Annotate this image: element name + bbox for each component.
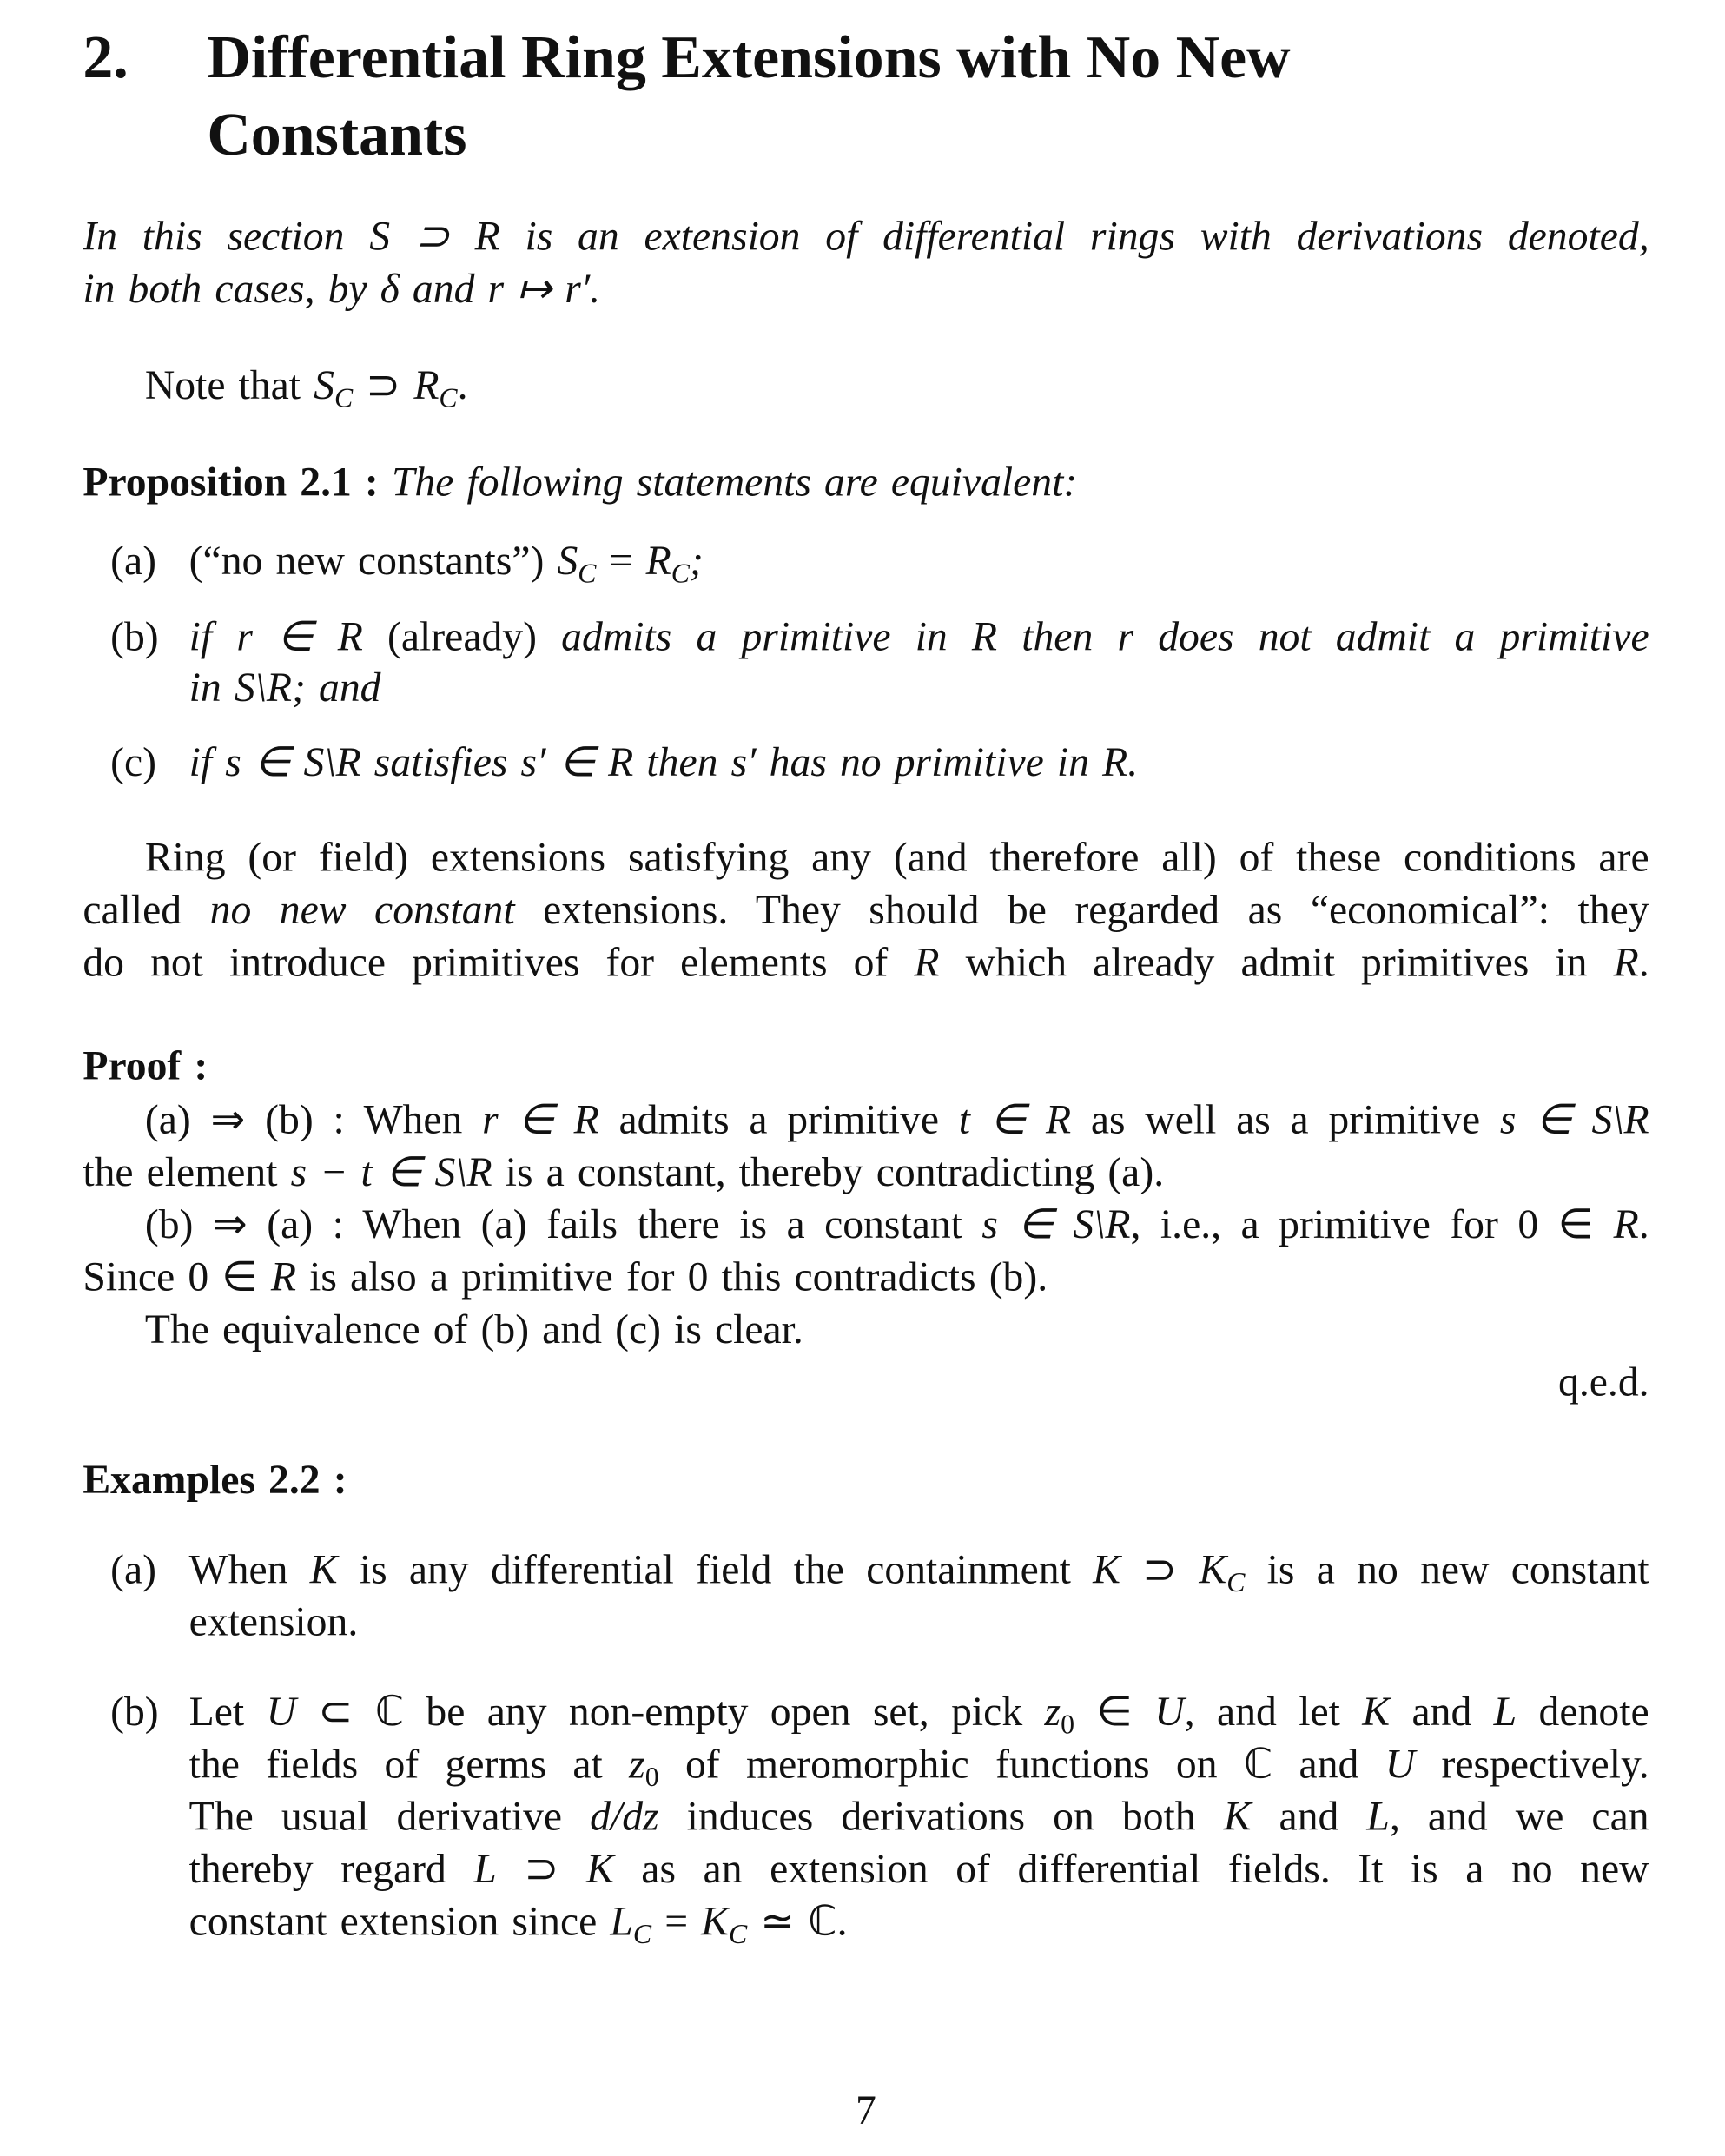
- text-segment: The following statements are equivalent:: [391, 460, 1078, 506]
- text-segment: of meromorphic functions on ℂ and: [658, 1742, 1385, 1788]
- text-segment: r: [1117, 614, 1134, 660]
- text-segment: is any differential field the containment: [337, 1547, 1094, 1593]
- text-segment: (a) ⇒ (b) : When: [144, 1097, 483, 1143]
- proposition-item-a: [189, 535, 1649, 600]
- text-segment: if: [188, 739, 226, 786]
- text-segment: do not introduce primitives for elements of: [83, 939, 915, 986]
- text-segment: C: [632, 1920, 652, 1950]
- text-segment: =: [596, 538, 646, 585]
- text-segment: S: [557, 538, 578, 585]
- remark-line: [83, 937, 1649, 989]
- text-segment: Let: [188, 1689, 267, 1736]
- text-segment: r ∈ R: [236, 614, 363, 660]
- text-segment: .: [590, 266, 601, 313]
- text-segment: ⊃: [1120, 1547, 1200, 1593]
- text-segment: δ: [380, 266, 400, 313]
- text-segment: (“no new constants”): [188, 538, 558, 585]
- remark-line: [145, 832, 1649, 884]
- example-b: [189, 1791, 1649, 1843]
- text-segment: r ↦ r′: [487, 266, 591, 313]
- item-label: (a): [110, 538, 157, 585]
- text-segment: S\R; and: [234, 665, 381, 711]
- text-segment: C: [728, 1920, 748, 1950]
- text-segment: in: [188, 665, 235, 711]
- text-segment: K: [1223, 1794, 1252, 1840]
- text-segment: ⊃: [353, 362, 414, 409]
- text-segment: does not admit a primitive: [1133, 614, 1649, 660]
- text-segment: satisfies: [360, 739, 521, 786]
- text-segment: In this section: [83, 214, 370, 260]
- intro-line: [83, 263, 1649, 315]
- proposition-item-b: [189, 663, 1649, 715]
- text-segment: K: [1093, 1547, 1120, 1593]
- text-segment: R: [971, 614, 998, 660]
- text-segment: the fields of germs at: [188, 1742, 630, 1788]
- examples-heading: Examples 2.2 :: [83, 1457, 347, 1504]
- text-segment: and: [1390, 1689, 1494, 1736]
- item-label: (a): [110, 1547, 157, 1593]
- text-segment: K: [309, 1547, 338, 1593]
- qed: q.e.d.: [1558, 1359, 1649, 1405]
- text-segment: Ring (or field) extensions satisfying any (and therefore all) of these conditions are: [144, 835, 1649, 881]
- text-segment: extension.: [188, 1599, 359, 1645]
- text-segment: induces derivations on both: [658, 1794, 1224, 1840]
- text-segment: s − t ∈ S\R: [290, 1149, 492, 1195]
- text-segment: admits a primitive in: [561, 614, 972, 660]
- text-segment: (already): [362, 614, 562, 660]
- remark-line: [83, 884, 1649, 936]
- text-segment: K: [701, 1899, 729, 1945]
- text-segment: C: [334, 383, 354, 414]
- text-segment: extensions. They should be regarded as “economical”: they: [514, 887, 1649, 934]
- proof-line: [145, 1095, 1649, 1147]
- text-segment: constant extension since: [188, 1899, 611, 1945]
- page-number: 7: [856, 2087, 876, 2134]
- text-segment: =: [651, 1899, 702, 1945]
- text-segment: Proposition 2.1 :: [83, 460, 392, 506]
- text-segment: When: [188, 1547, 310, 1593]
- text-segment: .: [457, 362, 468, 409]
- proof-line: [83, 1147, 1649, 1199]
- proof-heading: Proof :: [83, 1043, 208, 1089]
- proposition-item-c: [189, 737, 1649, 789]
- text-segment: s′ ∈ R: [520, 739, 634, 786]
- text-segment: Since 0 ∈: [83, 1254, 271, 1300]
- text-segment: r ∈ R: [482, 1097, 599, 1143]
- text-segment: as well as a primitive: [1071, 1097, 1500, 1143]
- text-segment: , and we can: [1389, 1794, 1649, 1840]
- text-segment: then: [997, 614, 1118, 660]
- text-segment: ∈: [1074, 1689, 1155, 1736]
- text-segment: (b) ⇒ (a) : When (a) fails there is a constant: [144, 1201, 982, 1248]
- text-segment: is also a primitive for 0 this contradicts (b).: [295, 1254, 1048, 1300]
- text-segment: in both cases, by: [83, 266, 380, 313]
- text-segment: denote: [1517, 1689, 1649, 1736]
- text-segment: and: [399, 266, 488, 313]
- text-segment: is a no new constant: [1245, 1547, 1649, 1593]
- example-b: [189, 1896, 1649, 1961]
- text-segment: C: [671, 559, 690, 590]
- text-segment: s′: [730, 739, 757, 786]
- text-segment: and: [1251, 1794, 1367, 1840]
- text-segment: The equivalence of (b) and (c) is clear.: [144, 1306, 803, 1353]
- proof-line: [83, 1252, 1649, 1304]
- text-segment: s ∈ S\R: [1499, 1097, 1649, 1143]
- proof-line: [145, 1304, 1649, 1356]
- text-segment: the element: [83, 1149, 291, 1195]
- text-segment: ⊃: [496, 1846, 586, 1893]
- text-segment: 0: [1061, 1710, 1075, 1741]
- section-title-line1: Differential Ring Extensions with No New: [207, 23, 1291, 91]
- example-b: [189, 1844, 1649, 1896]
- text-segment: U: [266, 1689, 296, 1736]
- text-segment: no new constant: [209, 887, 515, 934]
- text-segment: C: [1226, 1567, 1246, 1598]
- text-segment: R: [1613, 1201, 1639, 1248]
- text-segment: R: [270, 1254, 296, 1300]
- example-a: [189, 1597, 1649, 1649]
- text-segment: thereby regard: [188, 1846, 474, 1893]
- text-segment: K: [1199, 1547, 1227, 1593]
- text-segment: .: [1638, 1201, 1649, 1248]
- proof-line: [145, 1200, 1649, 1252]
- text-segment: R.: [1102, 739, 1139, 786]
- note: [145, 360, 1649, 426]
- text-segment: respectively.: [1415, 1742, 1649, 1788]
- text-segment: C: [578, 559, 597, 590]
- text-segment: C: [439, 383, 458, 414]
- text-segment: ⊂ ℂ be any non-empty open set, pick: [295, 1689, 1045, 1736]
- section-title-line2: Constants: [207, 100, 467, 169]
- text-segment: .: [1638, 939, 1649, 986]
- text-segment: t ∈ R: [958, 1097, 1072, 1143]
- text-segment: z: [629, 1742, 645, 1788]
- proposition-item-b: [189, 612, 1649, 664]
- text-segment: , and let: [1184, 1689, 1363, 1736]
- text-segment: L: [610, 1899, 633, 1945]
- text-segment: has no primitive in: [756, 739, 1103, 786]
- text-segment: which already admit primitives in: [939, 939, 1614, 986]
- text-segment: z: [1044, 1689, 1061, 1736]
- text-segment: R: [413, 362, 440, 409]
- text-segment: then: [633, 739, 731, 786]
- text-segment: S: [314, 362, 334, 409]
- text-segment: is an extension of differential rings with derivations denoted,: [499, 214, 1649, 260]
- text-segment: S ⊃ R: [369, 214, 500, 260]
- text-segment: U: [1154, 1689, 1185, 1736]
- text-segment: ≃ ℂ.: [747, 1899, 848, 1945]
- item-label: (b): [110, 1689, 159, 1736]
- text-segment: is a constant, thereby contradicting (a).: [492, 1149, 1165, 1195]
- text-segment: admits a primitive: [598, 1097, 959, 1143]
- text-segment: R: [914, 939, 940, 986]
- text-segment: The usual derivative: [188, 1794, 591, 1840]
- text-segment: as an extension of differential fields. It is a no new: [613, 1846, 1649, 1893]
- text-segment: ;: [689, 538, 704, 585]
- text-segment: 0: [644, 1762, 659, 1793]
- text-segment: if: [188, 614, 237, 660]
- item-label: (c): [110, 739, 157, 786]
- item-label: (b): [110, 614, 159, 660]
- text-segment: L: [1493, 1689, 1517, 1736]
- text-segment: L: [473, 1846, 497, 1893]
- text-segment: U: [1385, 1742, 1416, 1788]
- text-segment: K: [1362, 1689, 1391, 1736]
- text-segment: s ∈ S\R: [981, 1201, 1131, 1248]
- text-segment: R: [645, 538, 671, 585]
- text-segment: L: [1366, 1794, 1390, 1840]
- text-segment: d/dz: [590, 1794, 659, 1840]
- proposition-heading: [83, 457, 1649, 509]
- text-segment: R: [1613, 939, 1639, 986]
- text-segment: , i.e., a primitive for 0 ∈: [1130, 1201, 1614, 1248]
- text-segment: K: [585, 1846, 614, 1893]
- text-segment: s ∈ S\R: [225, 739, 361, 786]
- intro-line: [83, 211, 1649, 263]
- text-segment: called: [83, 887, 210, 934]
- section-number: 2.: [83, 23, 129, 91]
- text-segment: Note that: [144, 362, 314, 409]
